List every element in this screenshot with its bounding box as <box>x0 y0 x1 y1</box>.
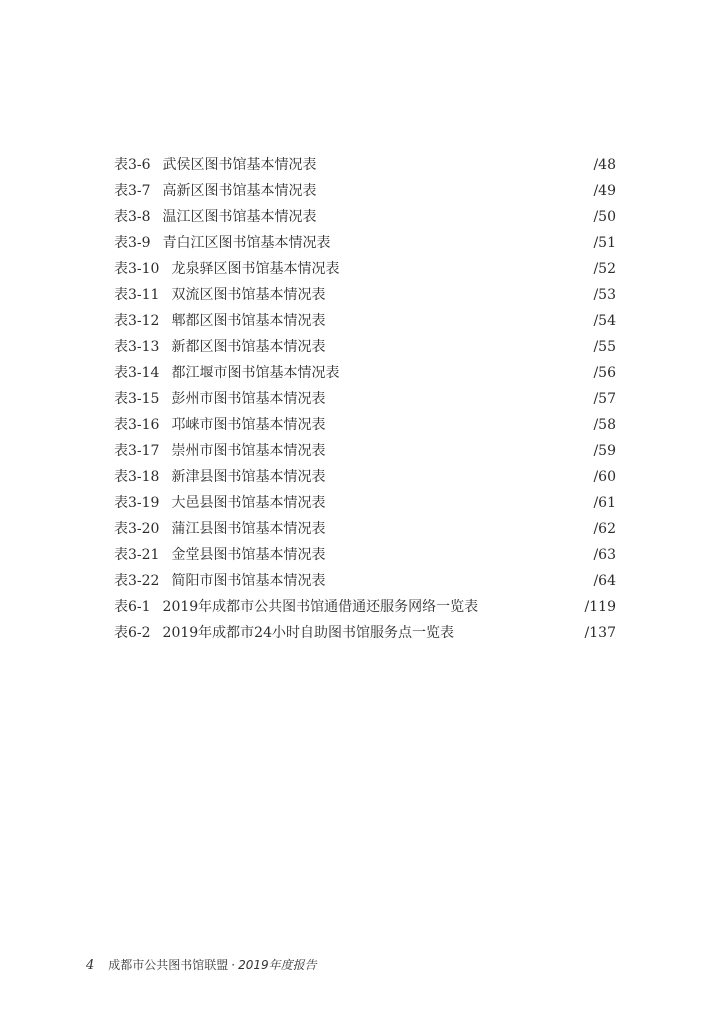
toc-entry-page: /54 <box>593 313 616 329</box>
toc-entry-page: /52 <box>593 261 616 277</box>
toc-entry-number: 表3-16 <box>114 417 160 433</box>
toc-entry-number: 表3-21 <box>114 547 160 563</box>
toc-entry <box>114 334 616 360</box>
toc-entry-page: /57 <box>593 391 616 407</box>
toc-entry <box>114 620 616 646</box>
toc-entry-title: 龙泉驿区图书馆基本情况表 <box>171 261 340 277</box>
toc-entry <box>114 412 616 438</box>
toc-entry-page: /50 <box>593 209 616 225</box>
toc-entry-number: 表3-15 <box>114 391 160 407</box>
toc-entry <box>114 256 616 282</box>
toc-entry-page: /56 <box>593 365 616 381</box>
toc-entry-page: /51 <box>593 235 616 251</box>
toc-entry-number: 表3-8 <box>114 209 151 225</box>
toc-entry-number: 表6-2 <box>114 625 151 641</box>
table-of-contents <box>114 152 616 646</box>
toc-entry-page: /58 <box>593 417 616 433</box>
toc-entry-page: /61 <box>593 495 616 511</box>
toc-entry-title: 金堂县图书馆基本情况表 <box>171 547 326 563</box>
footer-subtitle: 2019年度报告 <box>238 958 317 972</box>
toc-entry-number: 表3-20 <box>114 521 160 537</box>
footer-separator: · <box>231 958 236 972</box>
toc-entry <box>114 568 616 594</box>
toc-entry <box>114 594 616 620</box>
toc-entry <box>114 230 616 256</box>
toc-entry-title: 大邑县图书馆基本情况表 <box>171 495 326 511</box>
toc-entry <box>114 204 616 230</box>
toc-entry-page: /49 <box>593 183 616 199</box>
toc-entry <box>114 308 616 334</box>
footer-title: 成都市公共图书馆联盟 <box>108 958 229 972</box>
toc-entry <box>114 282 616 308</box>
toc-entry-title: 温江区图书馆基本情况表 <box>162 209 317 225</box>
toc-entry-page: /55 <box>593 339 616 355</box>
toc-entry-title: 都江堰市图书馆基本情况表 <box>171 365 340 381</box>
toc-entry-page: /137 <box>584 625 616 641</box>
toc-entry-title: 新都区图书馆基本情况表 <box>171 339 326 355</box>
toc-entry-number: 表3-7 <box>114 183 151 199</box>
toc-entry <box>114 516 616 542</box>
toc-entry <box>114 542 616 568</box>
toc-entry-title: 双流区图书馆基本情况表 <box>171 287 326 303</box>
toc-entry-number: 表3-22 <box>114 573 160 589</box>
toc-entry-page: /59 <box>593 443 616 459</box>
toc-entry-page: /63 <box>593 547 616 563</box>
toc-entry-title: 崇州市图书馆基本情况表 <box>171 443 326 459</box>
toc-entry-title: 蒲江县图书馆基本情况表 <box>171 521 326 537</box>
toc-entry <box>114 152 616 178</box>
toc-entry-number: 表3-12 <box>114 313 160 329</box>
toc-entry-page: /64 <box>593 573 616 589</box>
footer-page-number: 4 <box>86 958 95 973</box>
toc-entry-page: /62 <box>593 521 616 537</box>
toc-entry-number: 表3-19 <box>114 495 160 511</box>
toc-entry-number: 表3-18 <box>114 469 160 485</box>
toc-entry-number: 表3-13 <box>114 339 160 355</box>
toc-entry-page: /53 <box>593 287 616 303</box>
toc-entry-title: 武侯区图书馆基本情况表 <box>162 157 317 173</box>
toc-entry-title: 新津县图书馆基本情况表 <box>171 469 326 485</box>
toc-entry <box>114 438 616 464</box>
toc-entry <box>114 490 616 516</box>
toc-entry-number: 表3-11 <box>114 287 160 303</box>
toc-entry <box>114 360 616 386</box>
toc-entry-number: 表3-9 <box>114 235 151 251</box>
toc-entry-title: 郫都区图书馆基本情况表 <box>171 313 326 329</box>
toc-entry-number: 表6-1 <box>114 599 151 615</box>
toc-entry-title: 2019年成都市公共图书馆通借通还服务网络一览表 <box>162 599 479 615</box>
toc-entry-title: 简阳市图书馆基本情况表 <box>171 573 326 589</box>
toc-entry-title: 彭州市图书馆基本情况表 <box>171 391 326 407</box>
toc-entry-number: 表3-6 <box>114 157 151 173</box>
toc-entry-title: 2019年成都市24小时自助图书馆服务点一览表 <box>162 625 454 641</box>
page-footer <box>86 956 317 975</box>
toc-entry-title: 邛崃市图书馆基本情况表 <box>171 417 326 433</box>
toc-entry-page: /60 <box>593 469 616 485</box>
toc-entry <box>114 464 616 490</box>
toc-entry-title: 高新区图书馆基本情况表 <box>162 183 317 199</box>
toc-entry-number: 表3-10 <box>114 261 160 277</box>
toc-entry-number: 表3-14 <box>114 365 160 381</box>
toc-entry-title: 青白江区图书馆基本情况表 <box>162 235 331 251</box>
toc-entry <box>114 178 616 204</box>
toc-entry-page: /48 <box>593 157 616 173</box>
toc-entry-number: 表3-17 <box>114 443 160 459</box>
toc-entry <box>114 386 616 412</box>
toc-entry-page: /119 <box>584 599 616 615</box>
